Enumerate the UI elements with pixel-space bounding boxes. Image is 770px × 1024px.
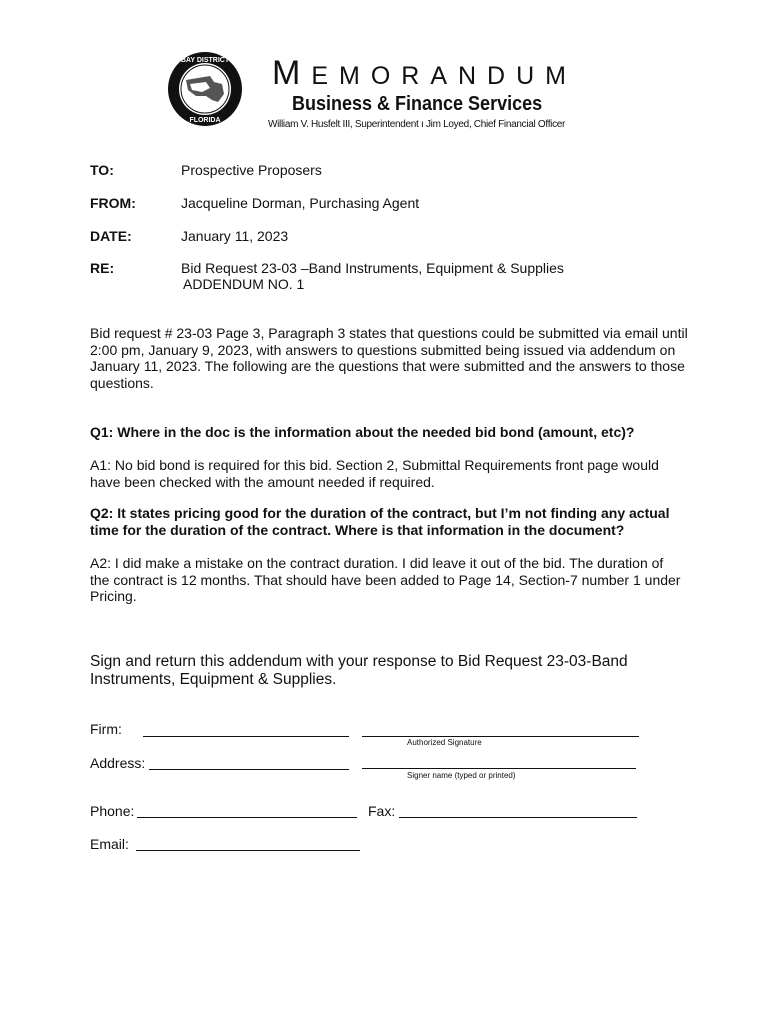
sign-instruction: Sign and return this addendum with your response to Bid Request 23-03-Band Instruments, Equipment & Supplies.: [90, 653, 628, 688]
email-label: Email:: [90, 836, 129, 852]
email-field[interactable]: [136, 850, 360, 851]
staff-line: William V. Husfelt III, Superintendent ı Jim Loyed, Chief Financial Officer: [268, 119, 566, 130]
department-name: Business & Finance Services: [292, 93, 543, 115]
re-label: RE:: [90, 260, 115, 276]
firm-label: Firm:: [90, 721, 122, 737]
address-label: Address:: [90, 755, 146, 771]
date-value: January 11, 2023: [181, 228, 289, 244]
signer-name-caption: Signer name (typed or printed): [407, 771, 516, 780]
firm-field[interactable]: [143, 736, 349, 737]
fax-label: Fax:: [368, 803, 396, 819]
from-label: FROM:: [90, 195, 136, 211]
memo-title-initial: M: [272, 54, 312, 92]
to-label: TO:: [90, 162, 114, 178]
signer-name-field[interactable]: [362, 768, 636, 769]
re-value-line2: ADDENDUM NO. 1: [183, 276, 305, 292]
address-field[interactable]: [149, 769, 349, 770]
re-value-line1: Bid Request 23-03 –Band Instruments, Equipment & Supplies: [181, 260, 564, 276]
authorized-signature-field[interactable]: [362, 736, 639, 737]
svg-text:BAY DISTRICT: BAY DISTRICT: [180, 57, 230, 64]
intro-paragraph: Bid request # 23-03 Page 3, Paragraph 3 states that questions could be submitted via email until 2:00 pm, January 9, 2023, with answers to questions submitted being issued via addendum on January 11, 2023. The following are the questions that were submitted and the answers to those questions.: [90, 325, 688, 391]
memo-title-rest: EMORANDUM: [311, 62, 577, 90]
from-value: Jacqueline Dorman, Purchasing Agent: [181, 195, 420, 211]
svg-text:FLORIDA: FLORIDA: [189, 117, 221, 124]
district-seal-logo: [166, 50, 244, 128]
phone-label: Phone:: [90, 803, 135, 819]
memo-title: [272, 56, 577, 90]
question-2: Q2: It states pricing good for the duration of the contract, but I’m not finding any actual time for the duration of the contract. Where is that information in the document?: [90, 505, 670, 538]
to-value: Prospective Proposers: [181, 162, 322, 178]
answer-1: A1: No bid bond is required for this bid. Section 2, Submittal Requirements front page would have been checked with the amount needed if required.: [90, 457, 659, 490]
question-1: Q1: Where in the doc is the information about the needed bid bond (amount, etc)?: [90, 424, 635, 440]
date-label: DATE:: [90, 228, 132, 244]
fax-field[interactable]: [399, 817, 637, 818]
authorized-signature-caption: Authorized Signature: [407, 738, 482, 747]
phone-field[interactable]: [137, 817, 357, 818]
answer-2: A2: I did make a mistake on the contract duration. I did leave it out of the bid. The duration of the contract is 12 months. That should have been added to Page 14, Section-7 number 1 under Pricing.: [90, 555, 681, 604]
